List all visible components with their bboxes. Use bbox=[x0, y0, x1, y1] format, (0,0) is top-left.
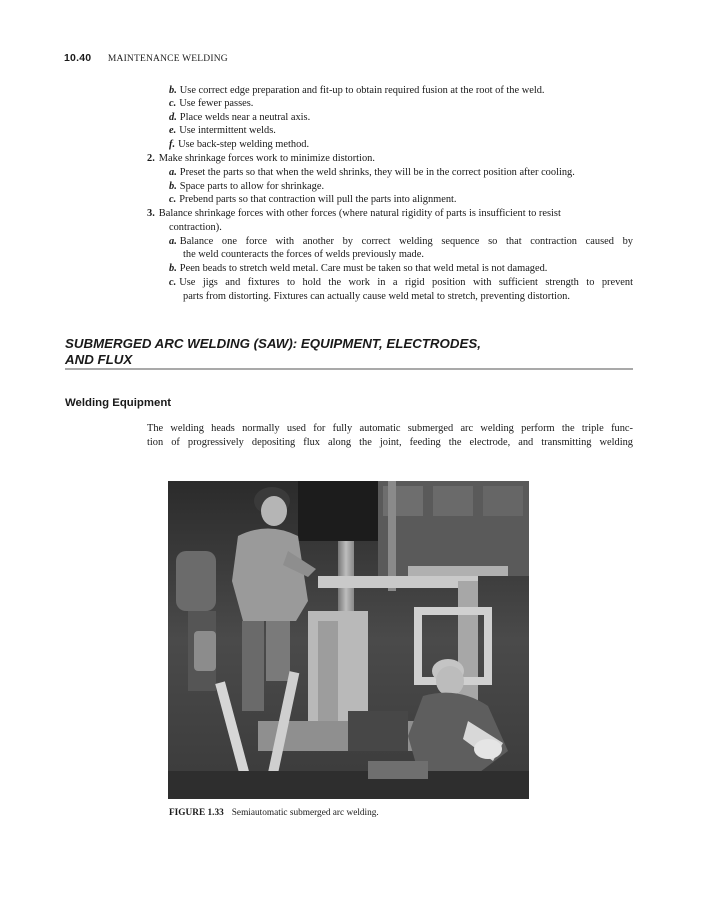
section-title bbox=[65, 336, 481, 367]
list-text: Use back-step welding method. bbox=[178, 139, 310, 150]
page-number: 10.40 bbox=[64, 52, 92, 64]
list-item-3 bbox=[147, 207, 561, 220]
paragraph-line: The welding heads normally used for fully automatic submerged arc welding perform the triple func- bbox=[147, 423, 633, 434]
subsection-heading: Welding Equipment bbox=[65, 397, 172, 409]
list-marker: a. bbox=[169, 167, 177, 178]
list-marker: d. bbox=[169, 111, 177, 123]
list-marker: c. bbox=[169, 277, 177, 288]
list-marker: a. bbox=[169, 236, 177, 247]
list-marker: f. bbox=[169, 139, 176, 150]
list-text-continued: the weld counteracts the forces of welds previously made. bbox=[183, 249, 424, 260]
figure-caption bbox=[169, 808, 379, 818]
list-text: Balance shrinkage forces with other forces (where natural rigidity of parts is insufficient to resist bbox=[158, 208, 561, 219]
list-item bbox=[169, 138, 309, 151]
list-text: Preset the parts so that when the weld shrinks, they will be in the correct position after cooling. bbox=[179, 167, 575, 178]
list-text: Balance one force with another by correct welding sequence so that contraction caused by bbox=[179, 236, 633, 247]
list-number: 2. bbox=[147, 153, 155, 164]
section-divider bbox=[65, 368, 633, 370]
list-item bbox=[169, 111, 310, 124]
paragraph-line: tion of progressively depositing flux along the joint, feeding the electrode, and transmitting welding bbox=[147, 437, 633, 448]
list-marker: c. bbox=[169, 194, 177, 205]
list-marker: b. bbox=[169, 85, 177, 96]
welding-workshop-photo bbox=[168, 481, 529, 799]
list-text: Prebend parts so that contraction will pull the parts into alignment. bbox=[179, 194, 457, 205]
list-text: Make shrinkage forces work to minimize distortion. bbox=[158, 153, 375, 164]
list-item bbox=[169, 276, 633, 289]
list-item bbox=[169, 193, 457, 206]
list-item bbox=[169, 180, 324, 193]
list-marker: b. bbox=[169, 263, 177, 274]
list-marker: b. bbox=[169, 181, 177, 192]
list-text: Use correct edge preparation and fit-up to obtain required fusion at the root of the weld. bbox=[179, 85, 545, 96]
list-text-continued: parts from distorting. Fixtures can actually cause weld metal to stretch, preventing distortion. bbox=[183, 291, 570, 302]
list-item bbox=[169, 262, 547, 275]
list-item bbox=[169, 97, 253, 110]
list-marker: e. bbox=[169, 125, 177, 136]
running-title: MAINTENANCE WELDING bbox=[107, 54, 228, 64]
list-marker: c. bbox=[169, 98, 177, 109]
list-text: Use fewer passes. bbox=[179, 98, 254, 109]
section-title-line: AND FLUX bbox=[65, 351, 133, 367]
list-text-continued: contraction). bbox=[169, 222, 222, 233]
list-item bbox=[169, 166, 575, 179]
list-text: Place welds near a neutral axis. bbox=[179, 111, 311, 123]
list-item-2 bbox=[147, 152, 375, 165]
figure-label: FIGURE 1.33 bbox=[169, 808, 224, 818]
running-header bbox=[64, 52, 228, 64]
list-text: Use jigs and fixtures to hold the work in a rigid position with sufficient strength to prevent bbox=[179, 277, 633, 288]
list-item bbox=[169, 235, 633, 248]
list-item bbox=[169, 84, 545, 97]
list-text: Peen beads to stretch weld metal. Care must be taken so that weld metal is not damaged. bbox=[179, 263, 548, 274]
section-title-line: SUBMERGED ARC WELDING (SAW): EQUIPMENT, ELECTRODES, bbox=[65, 336, 481, 351]
list-text: Space parts to allow for shrinkage. bbox=[179, 181, 325, 192]
list-text: Use intermittent welds. bbox=[179, 125, 276, 136]
figure-caption-text: Semiautomatic submerged arc welding. bbox=[231, 808, 379, 818]
list-number: 3. bbox=[147, 208, 155, 219]
list-item bbox=[169, 124, 276, 137]
